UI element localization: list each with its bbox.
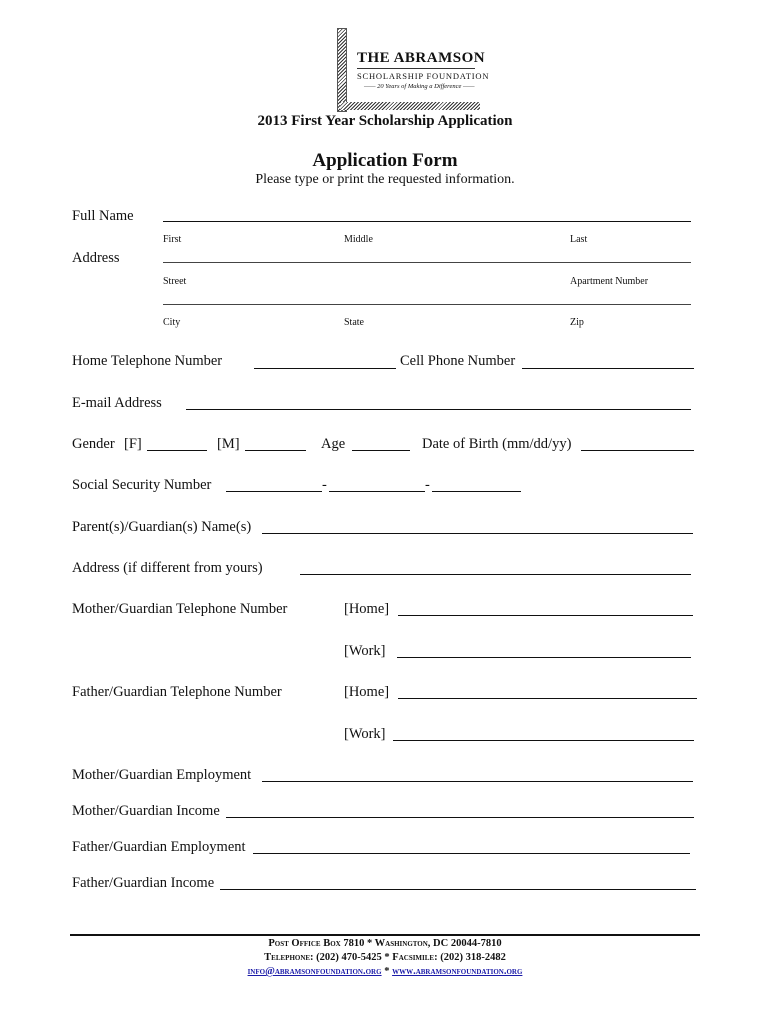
city-state-zip-field[interactable] [163, 304, 691, 305]
zip-caption: Zip [570, 317, 584, 328]
parents-names-label: Parent(s)/Guardian(s) Name(s) [72, 519, 252, 535]
ssn-field-part3[interactable] [432, 491, 521, 492]
parent-address-field[interactable] [300, 574, 691, 575]
mother-work-tag: [Work] [344, 643, 386, 659]
logo-monument-graphic [337, 28, 347, 112]
gender-f-label: [F] [124, 436, 142, 452]
age-field[interactable] [352, 450, 410, 451]
dob-label: Date of Birth (mm/dd/yy) [422, 436, 572, 452]
father-income-label: Father/Guardian Income [72, 875, 215, 891]
email-label: E-mail Address [72, 395, 162, 411]
home-phone-field[interactable] [254, 368, 396, 369]
mother-home-phone-field[interactable] [398, 615, 693, 616]
gender-label: Gender [72, 436, 115, 452]
logo-tagline: —— 20 Years of Making a Difference —— [364, 83, 475, 90]
parent-address-label: Address (if different from yours) [72, 560, 263, 576]
ssn-field-part2[interactable] [329, 491, 425, 492]
footer-separator: * [381, 966, 393, 977]
ssn-dash-1: - [322, 477, 327, 493]
footer-email-link[interactable]: info@abramsonfoundation.org [247, 966, 382, 977]
address-label: Address [72, 250, 120, 266]
mother-home-tag: [Home] [344, 601, 390, 617]
state-caption: State [344, 317, 364, 328]
father-phone-label: Father/Guardian Telephone Number [72, 684, 282, 700]
ssn-dash-2: - [425, 477, 430, 493]
father-work-tag: [Work] [344, 726, 386, 742]
mother-income-label: Mother/Guardian Income [72, 803, 220, 819]
email-field[interactable] [186, 409, 691, 410]
home-phone-label: Home Telephone Number [72, 353, 223, 369]
father-home-phone-field[interactable] [398, 698, 697, 699]
mother-employment-label: Mother/Guardian Employment [72, 767, 252, 783]
mother-employment-field[interactable] [262, 781, 693, 782]
cell-phone-field[interactable] [522, 368, 694, 369]
footer-divider [70, 934, 700, 936]
gender-f-field[interactable] [147, 450, 207, 451]
logo-title: THE ABRAMSON [357, 50, 486, 66]
logo-subtitle: SCHOLARSHIP FOUNDATION [357, 71, 490, 81]
street-field[interactable] [163, 262, 691, 263]
footer-contact [0, 966, 770, 977]
street-caption: Street [163, 276, 187, 287]
age-label: Age [321, 436, 346, 452]
instructions: Please type or print the requested information. [255, 172, 515, 187]
cell-phone-label: Cell Phone Number [400, 353, 516, 369]
dob-field[interactable] [581, 450, 694, 451]
full-name-field[interactable] [163, 221, 691, 222]
mother-phone-label: Mother/Guardian Telephone Number [72, 601, 288, 617]
application-subtitle: 2013 First Year Scholarship Application [257, 113, 513, 129]
last-name-caption: Last [570, 234, 588, 245]
apartment-caption: Apartment Number [570, 276, 649, 287]
father-income-field[interactable] [220, 889, 696, 890]
ssn-field-part1[interactable] [226, 491, 322, 492]
father-employment-label: Father/Guardian Employment [72, 839, 246, 855]
footer-website-link[interactable]: www.abramsonfoundation.org [392, 966, 523, 977]
parents-names-field[interactable] [262, 533, 693, 534]
logo-base-graphic [340, 102, 480, 110]
full-name-label: Full Name [72, 208, 134, 224]
gender-m-label: [M] [217, 436, 240, 452]
father-work-phone-field[interactable] [393, 740, 694, 741]
father-home-tag: [Home] [344, 684, 390, 700]
logo-divider [357, 68, 475, 69]
first-name-caption: First [163, 234, 182, 245]
mother-income-field[interactable] [226, 817, 694, 818]
footer-address: Post Office Box 7810 * Washington, DC 20044-7810 [268, 938, 502, 949]
gender-m-field[interactable] [245, 450, 306, 451]
page-title: Application Form [312, 150, 458, 171]
city-caption: City [163, 317, 181, 328]
footer-phone: Telephone: (202) 470-5425 * Facsimile: (202) 318-2482 [264, 952, 506, 963]
middle-name-caption: Middle [344, 234, 373, 245]
ssn-label: Social Security Number [72, 477, 212, 493]
father-employment-field[interactable] [253, 853, 690, 854]
mother-work-phone-field[interactable] [397, 657, 691, 658]
